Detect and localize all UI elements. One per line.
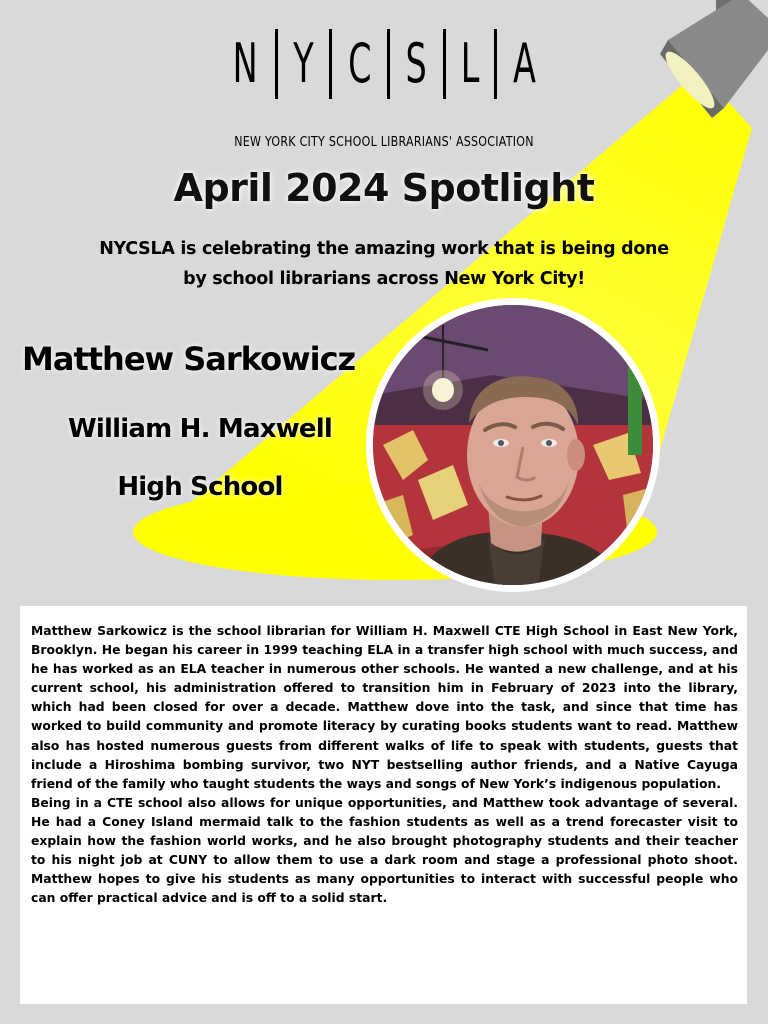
logo-divider xyxy=(443,29,446,99)
logo-letter: L xyxy=(460,32,480,95)
bio-paragraph: Being in a CTE school also allows for unique opportunities, and Matthew took advantage of several. He had a Coney Island mermaid talk to the fashion students as well as a trend forecaster visit to explain how the fashion world works, and he also brought photography students and their teacher to his night job at CUNY to allow them to use a dark room and stage a professional photo shoot. Matthew hopes to give his students as many opportunities to interact with successful people who can offer practical advice and is off to a solid start. xyxy=(31,795,738,906)
logo-letter: S xyxy=(405,32,428,95)
page-title: April 2024 Spotlight xyxy=(173,166,595,210)
tagline xyxy=(0,234,768,294)
logo-letter: Y xyxy=(292,32,314,95)
school-name xyxy=(30,400,370,516)
bio-paragraph: Matthew Sarkowicz is the school librarian for William H. Maxwell CTE High School in East New York, Brooklyn. He began his career in 1999 teaching ELA in a transfer high school with much success, and he has worked as an ELA teacher in numerous other schools. He wanted a new challenge, and at his current school, his administration offered to transition him in February of 2023 into the library, which had been closed for over a decade. Matthew dove into the task, and since that time has worked to build community and promote literacy by curating books students want to read. Matthew also has hosted numerous guests from different walks of life to speak with students, guests that include a Hiroshima bombing survivor, two NYT bestselling author friends, and a Native Cayuga friend of the family who taught students the ways and songs of New York’s indigenous population. xyxy=(31,624,738,791)
tagline-line: NYCSLA is celebrating the amazing work that is being done xyxy=(99,239,669,259)
school-name-line: William H. Maxwell xyxy=(68,414,332,444)
school-name-line: High School xyxy=(117,472,283,502)
tagline-line: by school librarians across New York City! xyxy=(183,269,585,289)
logo-divider xyxy=(494,29,497,99)
logo-letter: C xyxy=(347,32,372,95)
logo-letter: N xyxy=(232,32,258,95)
logo-divider xyxy=(275,29,278,99)
nycsla-logo xyxy=(0,28,768,100)
logo-divider xyxy=(329,29,332,99)
logo-letter: A xyxy=(512,32,536,95)
logo-divider xyxy=(387,29,390,99)
librarian-name: Matthew Sarkowicz xyxy=(22,340,356,378)
bio-text-box xyxy=(20,606,747,1004)
profile-photo xyxy=(373,305,653,585)
profile-photo-frame xyxy=(368,300,658,590)
logo-subtitle: NEW YORK CITY SCHOOL LIBRARIANS' ASSOCIATION xyxy=(234,134,534,150)
